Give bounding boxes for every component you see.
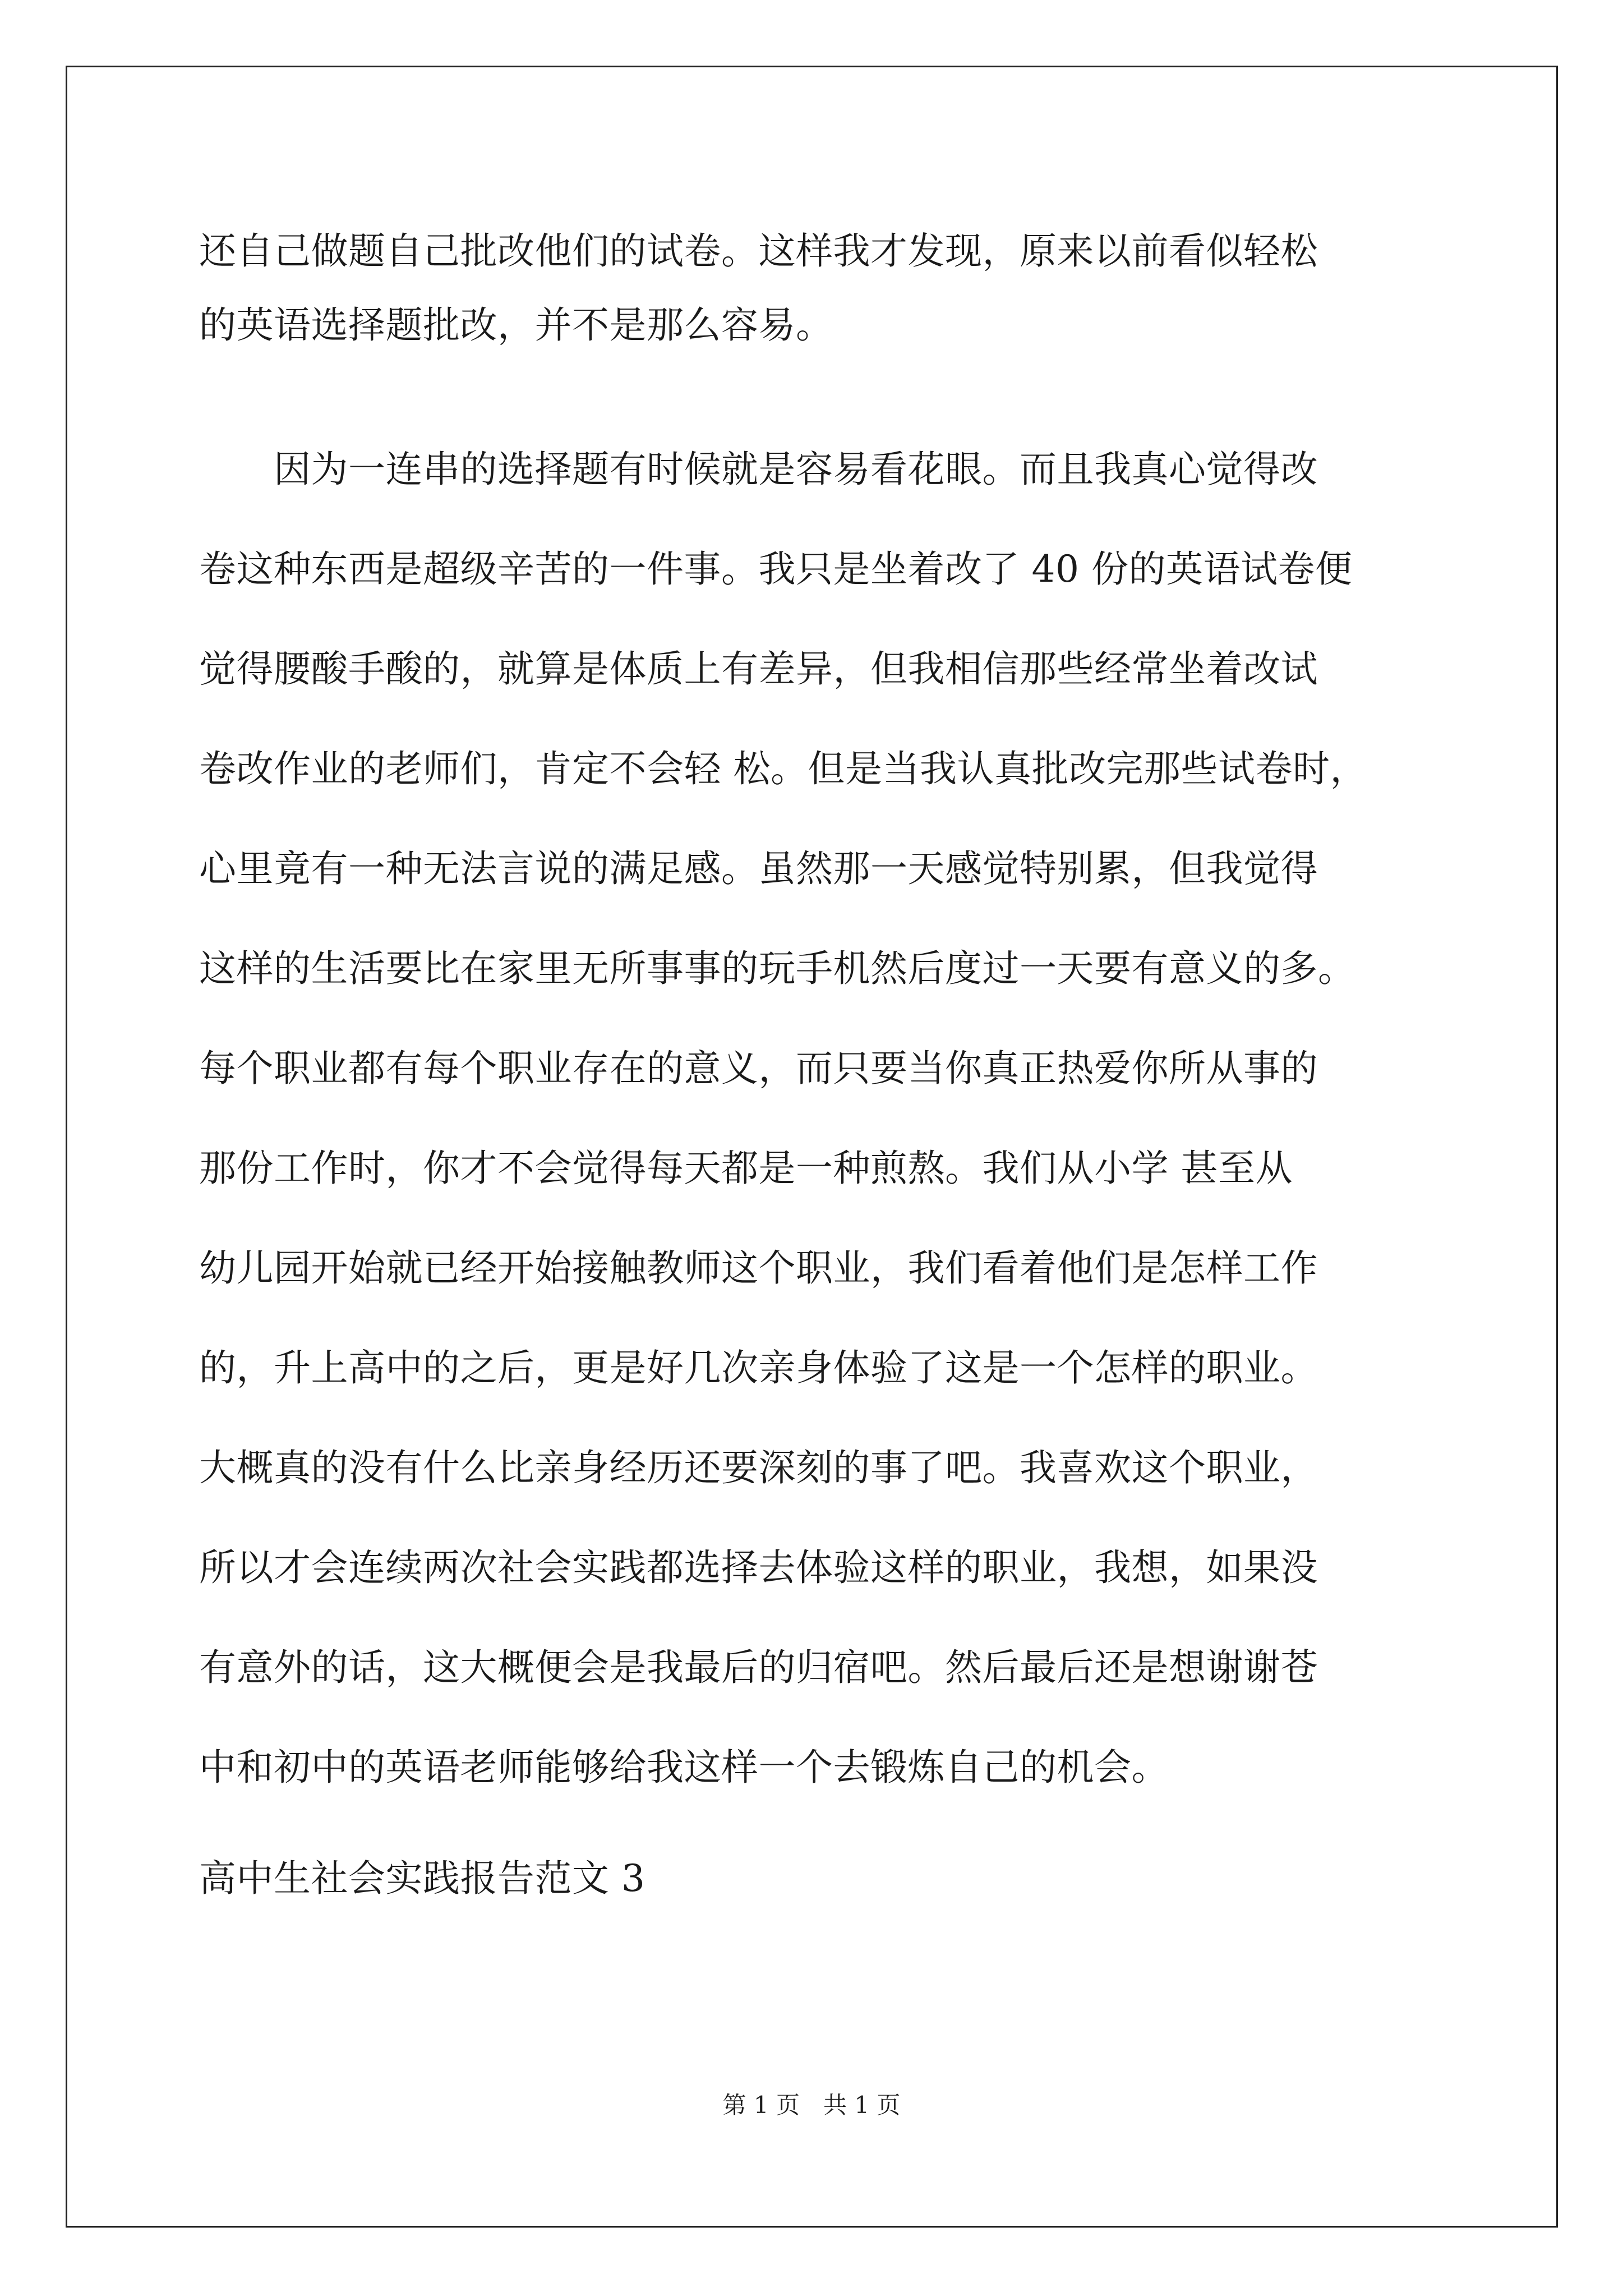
text-line: 的，升上高中的之后，更是好几次亲身体验了这是一个怎样的职业。 <box>199 1346 1318 1389</box>
text-line: 幼儿园开始就已经开始接触教师这个职业，我们看着他们是怎样工作 <box>199 1246 1318 1290</box>
text-line: 心里竟有一种无法言说的满足感。虽然那一天感觉特别累，但我觉得 <box>199 847 1318 890</box>
text-line: 的英语选择题批改，并不是那么容易。 <box>199 303 833 347</box>
text-line: 卷这种东西是超级辛苦的一件事。我只是坐着改了 40 份的英语试卷便 <box>199 547 1353 591</box>
text-line: 卷改作业的老师们，肯定不会轻 松。但是当我认真批改完那些试卷时， <box>199 747 1367 790</box>
text-line: 所以才会连续两次社会实践都选择去体验这样的职业，我想，如果没 <box>199 1546 1318 1589</box>
text-line: 大概真的没有什么比亲身经历还要深刻的事了吧。我喜欢这个职业， <box>199 1446 1318 1489</box>
text-line: 这样的生活要比在家里无所事事的玩手机然后度过一天要有意义的多。 <box>199 947 1355 990</box>
page-number-footer: 第 1 页 共 1 页 <box>722 2091 901 2119</box>
text-line: 觉得腰酸手酸的，就算是体质上有差异，但我相信那些经常坐着改试 <box>199 647 1318 691</box>
text-line: 有意外的话，这大概便会是我最后的归宿吧。然后最后还是想谢谢苍 <box>199 1646 1318 1689</box>
text-line: 中和初中的英语老师能够给我这样一个去锻炼自己的机会。 <box>199 1746 1169 1789</box>
text-line: 因为一连串的选择题有时候就是容易看花眼。而且我真心觉得改 <box>199 448 1318 491</box>
text-line: 每个职业都有每个职业存在的意义，而只要当你真正热爱你所从事的 <box>199 1047 1318 1090</box>
text-line: 那份工作时，你才不会觉得每天都是一种煎熬。我们从小学 甚至从 <box>199 1147 1293 1190</box>
text-line: 还自己做题自己批改他们的试卷。这样我才发现，原来以前看似轻松 <box>199 229 1318 273</box>
section-heading: 高中生社会实践报告范文 3 <box>199 1857 645 1900</box>
